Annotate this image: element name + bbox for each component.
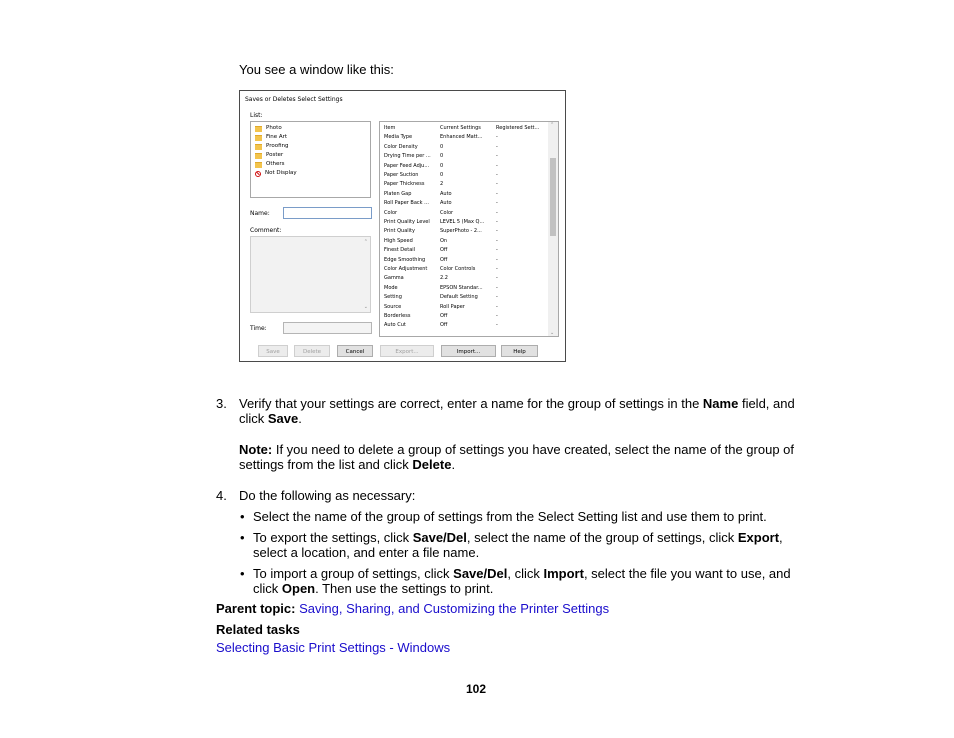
comment-input[interactable] [250,236,371,313]
help-button[interactable]: Help [501,345,538,357]
table-cell: - [496,153,498,160]
table-cell: Off [440,313,448,319]
table-row[interactable] [380,227,548,236]
table-row[interactable] [380,256,548,265]
table-cell: Roll Paper Back ... [384,200,429,207]
time-field [283,322,372,334]
table-cell: High Speed [384,237,413,244]
table-cell: Enhanced Matt... [440,134,483,141]
table-cell: Color [384,209,398,216]
table-cell: - [496,322,498,329]
name-input[interactable] [283,207,372,219]
time-label: Time: [250,325,267,332]
table-cell: Media Type [384,134,413,141]
table-cell: Off [440,256,448,263]
table-row[interactable] [380,190,548,199]
step-3-line-1: Verify that your settings are correct, enter a name for the group of settings in the Name field, and [239,396,795,411]
table-row[interactable] [380,162,548,171]
table-row[interactable] [380,293,548,302]
parent-topic-link[interactable]: Saving, Sharing, and Customizing the Printer Settings [299,601,610,616]
table-cell: Color Controls [440,266,476,272]
table-cell: 0 [440,162,444,169]
bullet-2-line-1: To export the settings, click Save/Del, select the name of the group of settings, click Export, [253,530,783,545]
list-label: List: [250,112,263,119]
table-cell: - [496,247,498,254]
scroll-up-icon[interactable]: ⌃ [363,239,368,245]
bullet-3-line-1: To import a group of settings, click Save/Del, click Import, select the file you want to use, and [253,566,791,581]
step-4-number: 4. [216,488,227,503]
table-cell: Edge Smoothing [384,256,426,263]
list-item[interactable]: Others [255,160,284,169]
table-cell: - [496,284,498,291]
intro-text: You see a window like this: [239,62,394,77]
scrollbar-thumb[interactable] [550,158,556,236]
no-entry-icon [255,171,261,177]
table-cell: On [440,237,448,244]
folder-icon [255,135,262,141]
table-cell: 0 [440,143,444,150]
step-4-text: Do the following as necessary: [239,488,416,503]
table-cell: Platen Gap [384,190,412,197]
table-cell: - [496,143,498,150]
list-item[interactable]: Proofing [255,142,289,151]
list-item[interactable]: Poster [255,151,283,160]
table-cell: Off [440,247,448,254]
table-header: Item Current Settings Registered Sett... [384,125,540,131]
table-cell: Source [384,303,402,310]
table-row[interactable] [380,303,548,312]
table-row[interactable] [380,199,548,208]
table-cell: - [496,275,498,282]
table-row[interactable] [380,246,548,255]
bullet-icon: • [240,509,245,524]
table-cell: Drying Time per ... [384,153,431,160]
table-cell: Mode [384,284,398,291]
table-row[interactable] [380,143,548,152]
table-cell: 2 [440,181,444,188]
table-cell: Off [440,322,448,329]
table-cell: - [496,172,498,178]
settings-dialog-screenshot [239,90,566,362]
table-cell: - [496,200,498,207]
table-cell: LEVEL 5 (Max Q... [440,219,485,225]
table-cell: - [496,219,498,225]
table-cell: Print Quality Level [384,219,430,225]
page-number: 102 [466,682,487,696]
folder-icon [255,144,262,150]
table-cell: - [496,303,498,310]
table-row[interactable] [380,321,548,330]
table-cell: - [496,134,498,141]
parent-topic: Parent topic: Saving, Sharing, and Customizing the Printer Settings [216,601,610,616]
table-cell: 0 [440,172,444,178]
folder-icon [255,153,262,159]
table-cell: Paper Feed Adju... [384,162,430,169]
table-cell: - [496,237,498,244]
table-cell: Auto [440,190,452,197]
table-row[interactable] [380,152,548,161]
table-cell: - [496,162,498,169]
table-cell: EPSON Standar... [440,284,483,291]
list-item[interactable]: Not Display [255,169,297,178]
table-cell: Print Quality [384,228,415,235]
bullet-3-line-2: click Open. Then use the settings to print. [253,581,494,596]
table-scrollbar[interactable] [548,122,558,336]
folder-icon [255,162,262,168]
bullet-icon: • [240,530,245,545]
related-task-link[interactable]: Selecting Basic Print Settings - Windows [216,640,451,655]
table-cell: Paper Thickness [384,181,425,188]
table-cell: - [496,228,498,235]
dialog-title: Saves or Deletes Select Settings [245,96,343,103]
table-row[interactable] [380,284,548,293]
table-cell: SuperPhoto - 2... [440,228,482,235]
table-cell: Borderless [384,313,411,319]
table-cell: Color [440,209,454,216]
scroll-down-icon[interactable]: ⌄ [363,304,368,310]
list-item[interactable]: Photo [255,124,282,133]
table-cell: Roll Paper [440,303,465,310]
list-item[interactable]: Fine Art [255,133,287,142]
table-cell: - [496,209,498,216]
table-row[interactable] [380,171,548,180]
export-button[interactable]: Export... [380,345,434,357]
table-row[interactable] [380,274,548,283]
bullet-2-line-2: select a location, and enter a file name. [253,545,480,560]
table-cell: - [496,181,498,188]
table-row[interactable] [380,133,548,142]
delete-button[interactable]: Delete [294,345,330,357]
table-cell: - [496,266,498,272]
table-row[interactable] [380,312,548,321]
folder-icon [255,126,262,132]
name-label: Name: [250,210,270,217]
table-cell: 0 [440,153,444,160]
table-cell: - [496,294,498,301]
table-cell: Auto [440,200,452,207]
table-cell: Paper Suction [384,172,419,178]
table-row[interactable] [380,265,548,274]
table-cell: Finest Detail [384,247,416,254]
table-row[interactable] [380,237,548,246]
table-cell: Color Density [384,143,418,150]
step-3-number: 3. [216,396,227,411]
chevron-up-icon[interactable]: ⌃ [550,122,555,128]
note-line-1: Note: If you need to delete a group of settings you have created, select the name of the group of [239,442,795,457]
table-cell: Setting [384,294,402,301]
table-cell: Color Adjustment [384,266,428,272]
bullet-1-text: Select the name of the group of settings from the Select Setting list and use them to print. [253,509,767,524]
related-tasks-heading: Related tasks [216,622,300,637]
bullet-icon: • [240,566,245,581]
table-cell: Auto Cut [384,322,406,329]
table-cell: 2.2 [440,275,448,282]
chevron-down-icon[interactable]: ⌄ [550,330,555,336]
table-row[interactable] [380,180,548,189]
save-button[interactable]: Save [258,345,288,357]
note-line-2: settings from the list and click Delete. [239,457,456,472]
table-cell: - [496,190,498,197]
import-button[interactable]: Import... [441,345,496,357]
table-cell: Default Setting [440,294,478,301]
comment-label: Comment: [250,227,282,234]
settings-list[interactable] [250,121,371,198]
table-cell: - [496,313,498,319]
step-3-line-2: click Save. [239,411,302,426]
table-row[interactable] [380,209,548,218]
table-cell: - [496,256,498,263]
settings-table[interactable] [379,121,559,337]
table-row[interactable] [380,218,548,227]
cancel-button[interactable]: Cancel [337,345,373,357]
table-cell: Gamma [384,275,404,282]
